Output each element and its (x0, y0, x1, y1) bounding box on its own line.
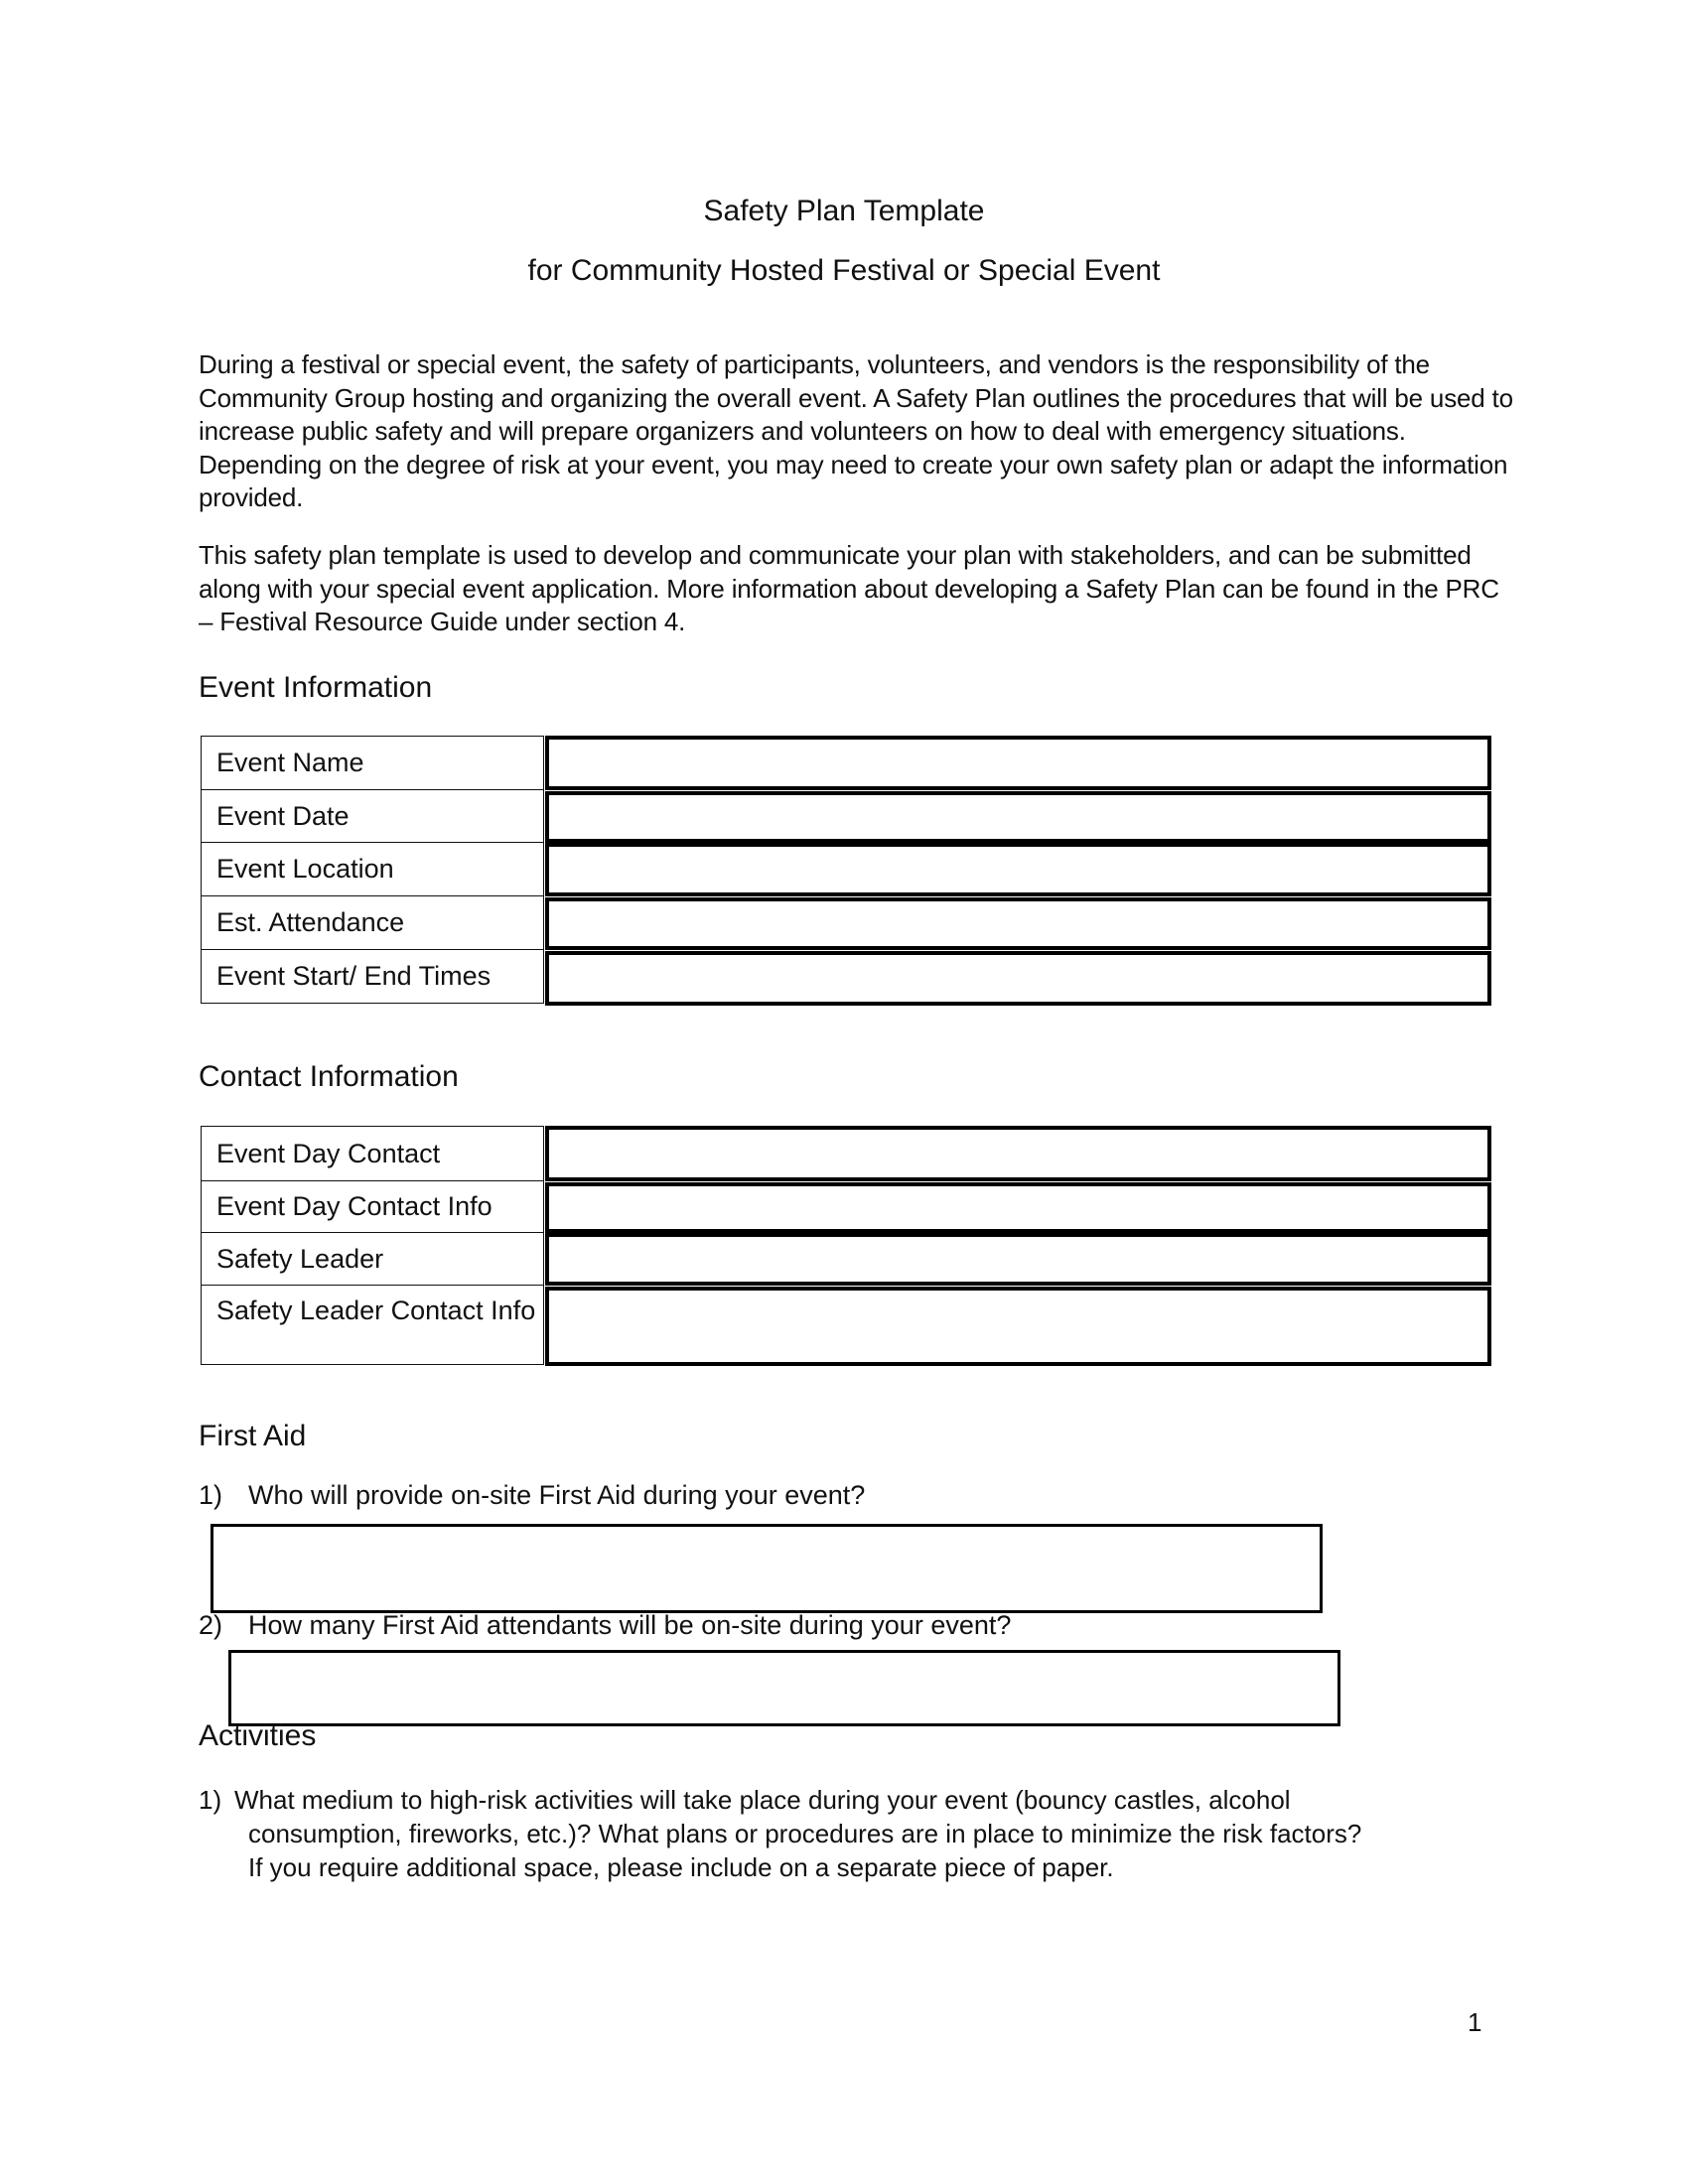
event-name-field[interactable] (545, 736, 1491, 790)
question-text-line-2: consumption, fireworks, etc.)? What plans or procedures are in place to minimize the risk factors? (248, 1819, 1362, 1848)
safety-leader-contact-info-field[interactable] (545, 1287, 1491, 1366)
document-subtitle: for Community Hosted Festival or Special Event (527, 254, 1161, 287)
first-aid-question-2 (199, 1610, 1011, 1641)
intro-paragraph-1: During a festival or special event, the safety of participants, volunteers, and vendors is the responsibility of the Community Group hosting and organizing the overall event. A Safety Plan outlines the procedures that will be used to increase public safety and will prepare organizers and volunteers on how to deal with emergency situations. Depending on the degree of risk at your event, you may need to create your own safety plan or adapt the information provided. (199, 349, 1513, 512)
event-day-contact-field[interactable] (545, 1126, 1491, 1181)
safety-leader-label: Safety Leader (201, 1232, 544, 1286)
section-heading-event-information: Event Information (199, 671, 433, 704)
event-location-field[interactable] (545, 843, 1491, 896)
question-text-line-3: If you require additional space, please include on a separate piece of paper. (248, 1852, 1114, 1882)
event-date-label: Event Date (201, 789, 544, 843)
section-heading-activities: Activities (199, 1719, 317, 1752)
safety-leader-field[interactable] (545, 1233, 1491, 1286)
question-number: 1) (199, 1480, 223, 1510)
event-start-end-times-field[interactable] (545, 951, 1491, 1006)
section-heading-contact-information: Contact Information (199, 1060, 459, 1093)
page-number: 1 (1468, 2007, 1482, 2037)
event-location-label: Event Location (201, 842, 544, 896)
est-attendance-field[interactable] (545, 897, 1491, 950)
question-number: 2) (199, 1610, 223, 1640)
activities-question-1 (199, 1783, 1519, 1884)
est-attendance-label: Est. Attendance (201, 895, 544, 950)
event-day-contact-label: Event Day Contact (201, 1126, 544, 1181)
question-text: Who will provide on-site First Aid during your event? (248, 1480, 866, 1510)
first-aid-question-1 (199, 1480, 865, 1511)
event-day-contact-info-label: Event Day Contact Info (201, 1180, 544, 1233)
event-start-end-times-label: Event Start/ End Times (201, 949, 544, 1004)
section-heading-first-aid: First Aid (199, 1420, 307, 1452)
first-aid-provider-answer-box[interactable] (211, 1524, 1323, 1613)
document-title: Safety Plan Template (703, 195, 985, 227)
event-name-label: Event Name (201, 736, 544, 790)
event-day-contact-info-field[interactable] (545, 1182, 1491, 1233)
question-text: How many First Aid attendants will be on-site during your event? (248, 1610, 1012, 1640)
safety-leader-contact-info-label: Safety Leader Contact Info (201, 1285, 544, 1365)
event-date-field[interactable] (545, 791, 1491, 843)
question-text-line-1: What medium to high-risk activities will take place during your event (bouncy castles, alcohol (234, 1785, 1291, 1815)
question-number: 1) (199, 1785, 222, 1815)
intro-paragraph-2: This safety plan template is used to develop and communicate your plan with stakeholders, and can be submitted along with your special event application. More information about developing a Safety Plan can be found in the PRC – Festival Resource Guide under section 4. (199, 540, 1499, 636)
first-aid-attendants-answer-box[interactable] (228, 1650, 1340, 1726)
